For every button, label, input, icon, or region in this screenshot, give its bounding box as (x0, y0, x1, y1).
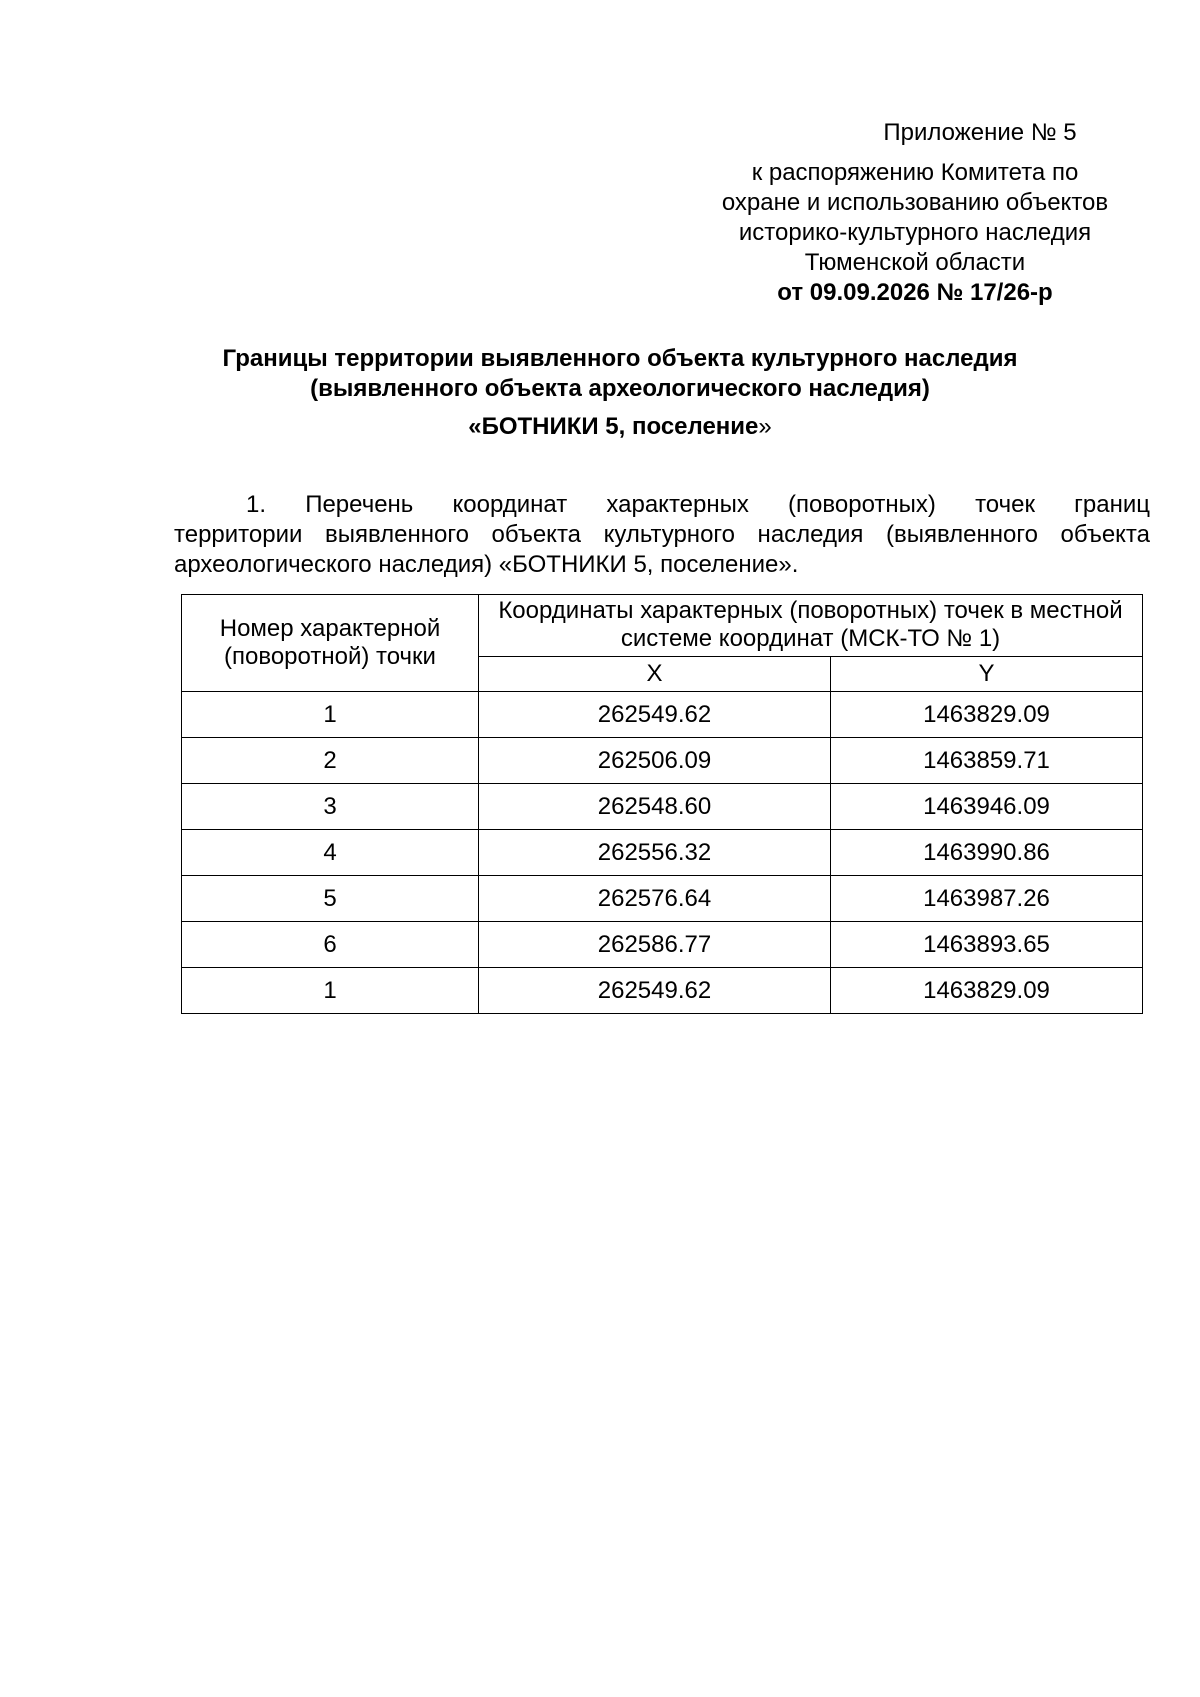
open-quote: « (468, 413, 482, 440)
y-cell: 1463829.09 (831, 692, 1143, 738)
y-cell: 1463829.09 (831, 968, 1143, 1014)
point-number-cell: 6 (182, 922, 479, 968)
x-cell: 262556.32 (479, 830, 831, 876)
x-cell: 262549.62 (479, 692, 831, 738)
object-name: БОТНИКИ 5, поселение (481, 413, 759, 440)
paragraph-line: 1. Перечень координат характерных (поворотных) точек границ (246, 491, 1150, 518)
appendix-number: Приложение № 5 (883, 119, 1077, 146)
paragraph-line: территории выявленного объекта культурного наследия (выявленного объекта (174, 521, 1150, 548)
point-number-cell: 5 (182, 876, 479, 922)
y-header: Y (831, 656, 1143, 691)
table-row (182, 830, 1143, 876)
point-number-cell: 4 (182, 830, 479, 876)
object-name-line (160, 412, 1080, 442)
table-row (182, 876, 1143, 922)
title-line: Границы территории выявленного объекта культурного наследия (222, 345, 1018, 372)
table-row (182, 922, 1143, 968)
appendix-reference (630, 158, 1200, 308)
x-cell: 262586.77 (479, 922, 831, 968)
coords-group-header: Координаты характерных (поворотных) точек в местной системе координат (МСК-ТО № 1) (479, 595, 1143, 657)
coordinates-paragraph (174, 490, 1150, 580)
table-row (182, 738, 1143, 784)
table-row (182, 784, 1143, 830)
point-number-cell: 1 (182, 968, 479, 1014)
x-cell: 262548.60 (479, 784, 831, 830)
close-quote: » (758, 413, 772, 440)
paragraph-line: археологического наследия) «БОТНИКИ 5, поселение». (174, 551, 799, 578)
x-cell: 262506.09 (479, 738, 831, 784)
document-title (160, 344, 1080, 442)
table-header-row (182, 595, 1143, 657)
order-reference: от 09.09.2026 № 17/26-р (777, 279, 1053, 306)
y-cell: 1463859.71 (831, 738, 1143, 784)
table-row (182, 692, 1143, 738)
table-row (182, 968, 1143, 1014)
y-cell: 1463990.86 (831, 830, 1143, 876)
y-cell: 1463987.26 (831, 876, 1143, 922)
point-number-cell: 1 (182, 692, 479, 738)
appendix-line: историко-культурного наследия (738, 219, 1092, 246)
title-line: (выявленного объекта археологического наследия) (310, 375, 930, 402)
x-cell: 262576.64 (479, 876, 831, 922)
coordinates-table (181, 594, 1143, 1014)
y-cell: 1463893.65 (831, 922, 1143, 968)
appendix-line: к распоряжению Комитета по (751, 159, 1079, 186)
x-cell: 262549.62 (479, 968, 831, 1014)
point-number-header: Номер характерной (поворотной) точки (182, 595, 479, 692)
point-number-cell: 2 (182, 738, 479, 784)
appendix-line: Тюменской области (804, 249, 1026, 276)
x-header: X (479, 656, 831, 691)
point-number-cell: 3 (182, 784, 479, 830)
appendix-line: охране и использованию объектов (721, 189, 1109, 216)
y-cell: 1463946.09 (831, 784, 1143, 830)
